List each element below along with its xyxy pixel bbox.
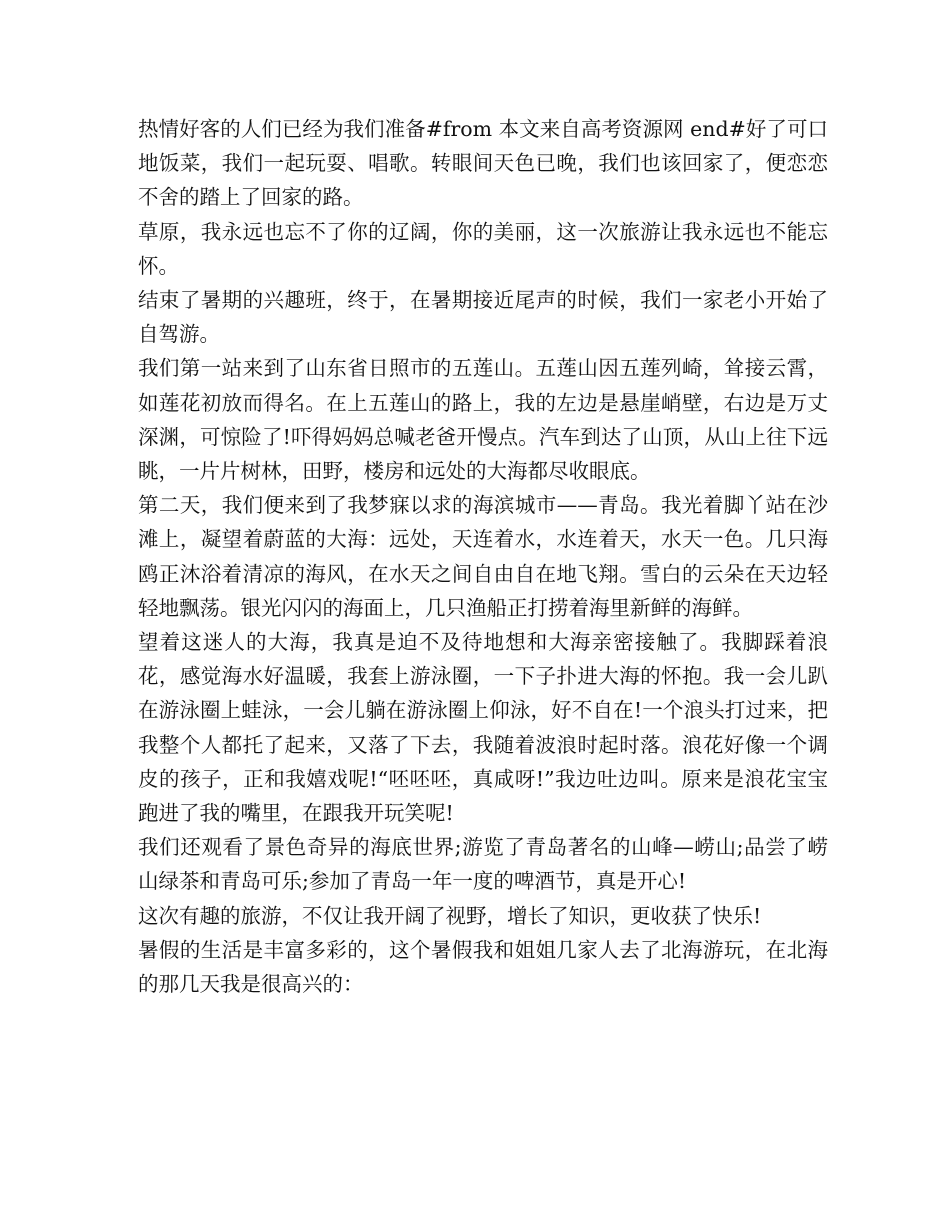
paragraph-7: 我们还观看了景色奇异的海底世界;游览了青岛著名的山峰—崂山;品尝了崂山绿茶和青岛可乐;参加了青岛一年一度的啤酒节，真是开心! xyxy=(138,835,828,894)
paragraph-8: 这次有趣的旅游，不仅让我开阔了视野，增长了知识，更收获了快乐! xyxy=(138,903,762,928)
paragraph-3: 结束了暑期的兴趣班，终于，在暑期接近尾声的时候，我们一家老小开始了自驾游。 xyxy=(138,288,828,347)
paragraph-1: 热情好客的人们已经为我们准备#from 本文来自高考资源网 end#好了可口地饭菜，我们一起玩耍、唱歌。转眼间天色已晚，我们也该回家了，便恋恋不舍的踏上了回家的路。 xyxy=(138,117,828,210)
document-body xyxy=(138,112,828,1001)
paragraph-2: 草原，我永远也忘不了你的辽阔，你的美丽，这一次旅游让我永远也不能忘怀。 xyxy=(138,219,828,278)
paragraph-4: 我们第一站来到了山东省日照市的五莲山。五莲山因五莲列崎，耸接云霄，如莲花初放而得名。在上五莲山的路上，我的左边是悬崖峭壁，右边是万丈深渊，可惊险了!吓得妈妈总喊老爸开慢点。汽车到达了山顶，从山上往下远眺，一片片树林，田野，楼房和远处的大海都尽收眼底。 xyxy=(138,356,828,484)
paragraph-9: 暑假的生活是丰富多彩的，这个暑假我和姐姐几家人去了北海游玩，在北海的那几天我是很高兴的： xyxy=(138,937,828,997)
paragraph-5: 第二天，我们便来到了我梦寐以求的海滨城市——青岛。我光着脚丫站在沙滩上，凝望着蔚蓝的大海：远处，天连着水，水连着天，水天一色。几只海鸥正沐浴着清凉的海风，在水天之间自由自在地飞翔。雪白的云朵在天边轻轻地飘荡。银光闪闪的海面上，几只渔船正打捞着海里新鲜的海鲜。 xyxy=(138,493,828,620)
paragraph-6: 望着这迷人的大海，我真是迫不及待地想和大海亲密接触了。我脚踩着浪花，感觉海水好温暖，我套上游泳圈，一下子扑进大海的怀抱。我一会儿趴在游泳圈上蛙泳，一会儿躺在游泳圈上仰泳，好不自在!一个浪头打过来，把我整个人都托了起来，又落了下去，我随着波浪时起时落。浪花好像一个调皮的孩子，正和我嬉戏呢!“呸呸呸，真咸呀!”我边吐边叫。原来是浪花宝宝跑进了我的嘴里，在跟我开玩笑呢! xyxy=(138,630,828,826)
